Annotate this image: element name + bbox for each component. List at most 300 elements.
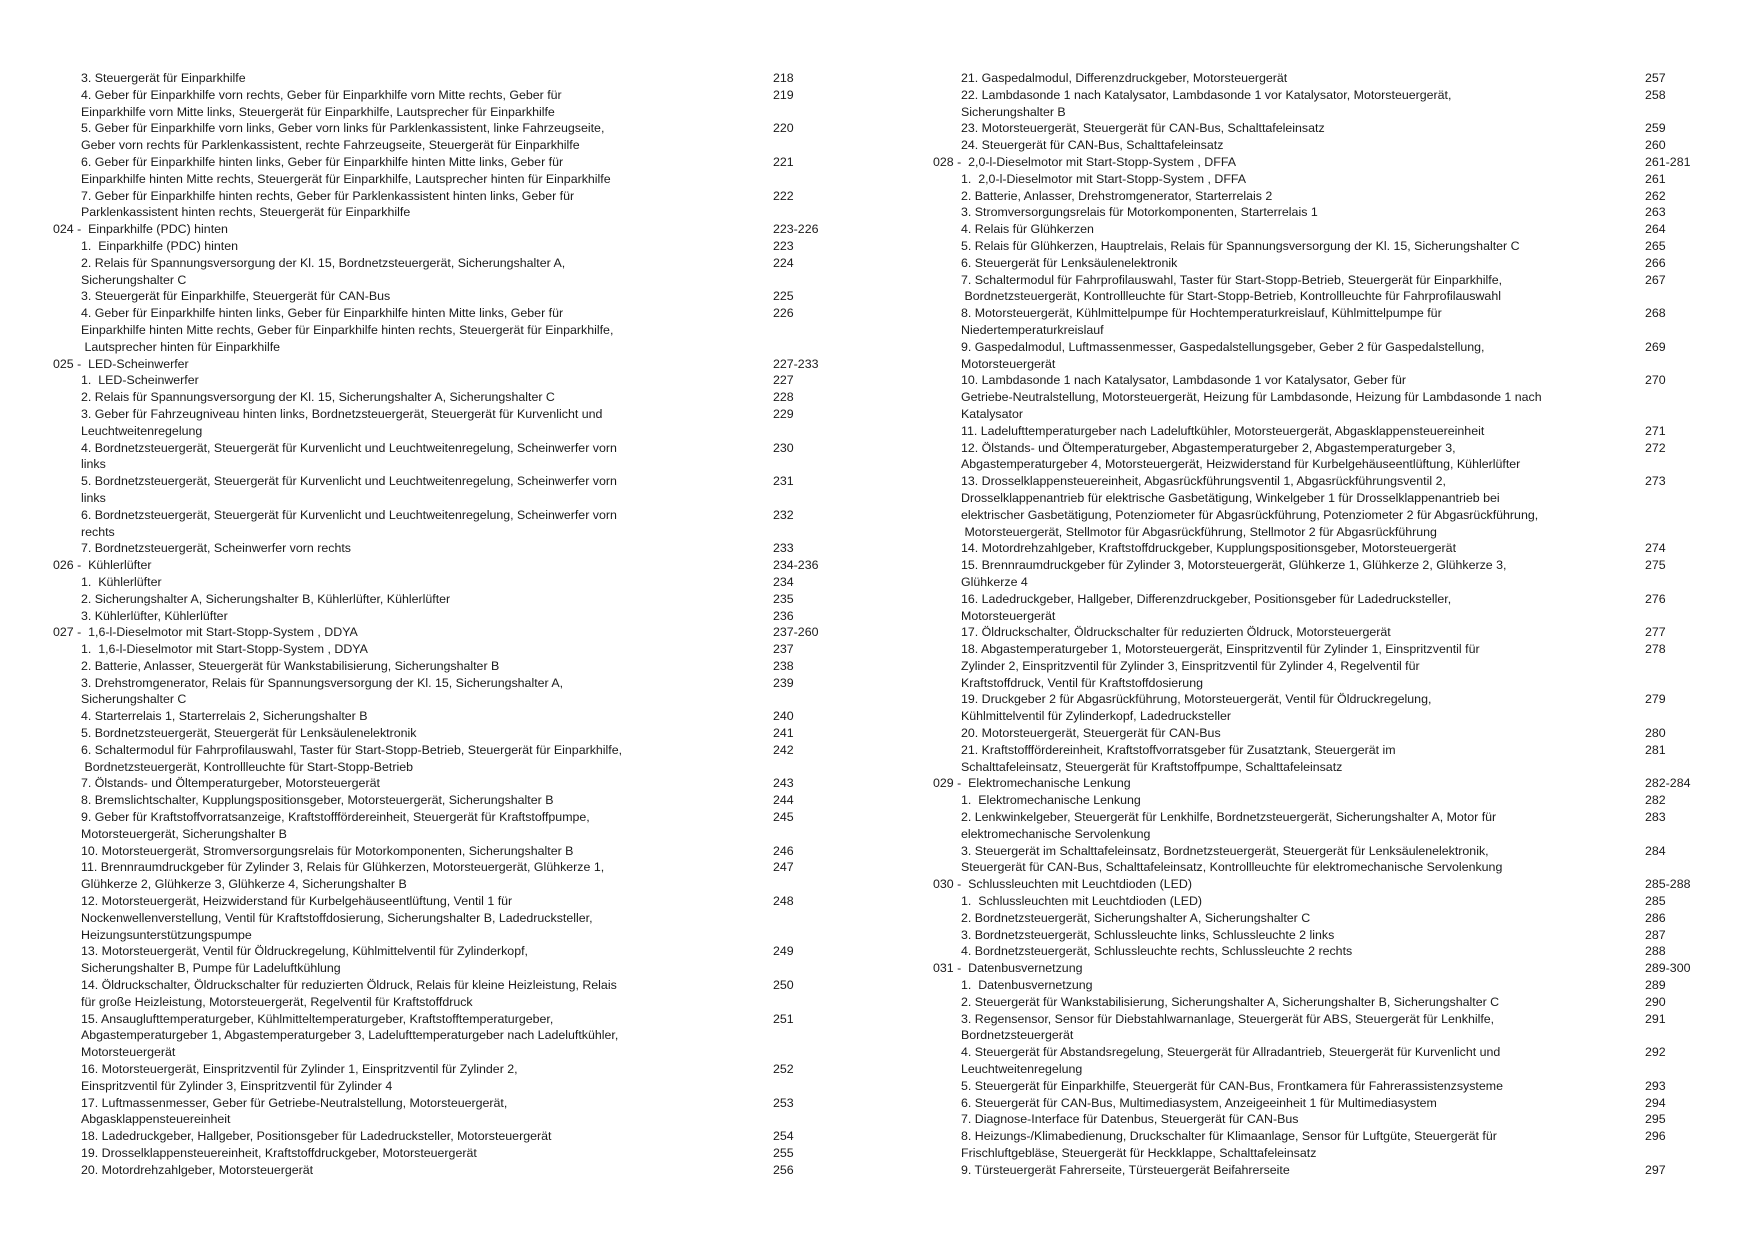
toc-entry-line: Bordnetzsteuergerät, Kontrollleuchte für Start-Stopp-Betrieb — [81, 759, 413, 774]
toc-entry-title — [53, 859, 773, 893]
toc-entry-line: Steuergerät für CAN-Bus, Schalttafeleinsatz, Kontrollleuchte für elektromechanische Servolenkung — [961, 860, 1503, 875]
toc-entry-title — [933, 137, 1645, 154]
toc-page-number: 252 — [773, 1062, 794, 1077]
toc-entry-line: 4. Bordnetzsteuergerät, Steuergerät für Kurvenlicht und Leuchtweitenregelung, Scheinwerfer vorn — [81, 440, 617, 455]
toc-page-number: 268 — [1645, 306, 1666, 321]
toc-entry[interactable] — [933, 910, 1713, 927]
toc-page-number: 292 — [1645, 1045, 1666, 1060]
toc-section-heading[interactable] — [53, 221, 843, 238]
toc-entry[interactable] — [53, 305, 843, 355]
toc-entry-title — [53, 792, 773, 809]
toc-section-heading[interactable] — [933, 154, 1713, 171]
toc-entry-line: 18. Ladedruckgeber, Hallgeber, Positionsgeber für Ladedrucksteller, Motorsteuergerät — [81, 1129, 552, 1144]
toc-entry[interactable] — [53, 540, 843, 557]
toc-entry-line: 2. Steuergerät für Wankstabilisierung, Sicherungshalter A, Sicherungshalter B, Sicherungshalter C — [961, 994, 1500, 1009]
toc-page-number: 229 — [773, 406, 794, 421]
toc-entry-title — [933, 423, 1645, 440]
toc-entry[interactable] — [53, 859, 843, 893]
toc-entry[interactable] — [933, 691, 1713, 725]
toc-entry-line: für große Heizleistung, Motorsteuergerät, Regelventil für Kraftstoffdruck — [81, 994, 473, 1009]
toc-entry-line: 4. Bordnetzsteuergerät, Schlussleuchte rechts, Schlussleuchte 2 rechts — [961, 944, 1353, 959]
toc-entry-title — [53, 188, 773, 222]
toc-page-number: 261-281 — [1645, 154, 1691, 169]
toc-entry[interactable] — [53, 507, 843, 541]
toc-page-number: 227 — [773, 373, 794, 388]
toc-page-number: 282-284 — [1645, 776, 1691, 791]
toc-page-number: 224 — [773, 255, 794, 270]
toc-entry-title — [53, 608, 773, 625]
toc-entry-line: rechts — [81, 524, 115, 539]
toc-entry-line: Lautsprecher hinten für Einparkhilfe — [81, 339, 281, 354]
toc-entry-title — [933, 1095, 1645, 1112]
toc-entry-title — [933, 255, 1645, 272]
toc-entry-line: Sicherungshalter B, Pumpe für Ladeluftkühlung — [81, 961, 341, 976]
toc-entry[interactable] — [933, 1162, 1713, 1179]
toc-entry[interactable] — [53, 389, 843, 406]
toc-entry-line: 17. Öldruckschalter, Öldruckschalter für reduzierten Öldruck, Motorsteuergerät — [961, 625, 1391, 640]
toc-entry[interactable] — [53, 792, 843, 809]
toc-page-number: 262 — [1645, 188, 1666, 203]
toc-entry-title — [933, 927, 1645, 944]
toc-entry-line: links — [81, 457, 106, 472]
toc-page-number: 235 — [773, 591, 794, 606]
toc-page-number: 285-288 — [1645, 877, 1691, 892]
toc-entry-title — [933, 188, 1645, 205]
toc-entry[interactable] — [933, 624, 1713, 641]
toc-entry[interactable] — [933, 742, 1713, 776]
toc-entry[interactable] — [53, 1145, 843, 1162]
toc-page-number: 254 — [773, 1129, 794, 1144]
toc-entry[interactable] — [933, 893, 1713, 910]
toc-column-left — [53, 70, 843, 1179]
toc-entry-title — [933, 843, 1645, 877]
toc-entry-line: 5. Steuergerät für Einparkhilfe, Steuergerät für CAN-Bus, Frontkamera für Fahrerassistenzsysteme — [961, 1078, 1503, 1093]
toc-entry-line: 10. Lambdasonde 1 nach Katalysator, Lambdasonde 1 vor Katalysator, Geber für — [961, 373, 1406, 388]
toc-entry[interactable] — [53, 641, 843, 658]
toc-entry[interactable] — [53, 574, 843, 591]
toc-entry-line: Schalttafeleinsatz, Steuergerät für Kraftstoffpumpe, Schalttafeleinsatz — [961, 759, 1343, 774]
toc-section-heading[interactable] — [933, 876, 1713, 893]
toc-page-number: 243 — [773, 776, 794, 791]
toc-entry[interactable] — [53, 1128, 843, 1145]
toc-entry-line: Bordnetzsteuergerät — [961, 1028, 1074, 1043]
toc-entry[interactable] — [933, 792, 1713, 809]
toc-section-heading[interactable] — [53, 557, 843, 574]
toc-entry-line: 3. Stromversorgungsrelais für Motorkomponenten, Starterrelais 1 — [961, 205, 1318, 220]
toc-entry-line: 4. Geber für Einparkhilfe vorn rechts, Geber für Einparkhilfe vorn Mitte rechts, Geber für — [81, 87, 562, 102]
toc-entry-title — [53, 238, 773, 255]
toc-entry-line: 13. Drosselklappensteuereinheit, Abgasrückführungsventil 1, Abgasrückführungsventil 2, — [961, 474, 1446, 489]
toc-page-number: 266 — [1645, 255, 1666, 270]
toc-entry-line: 24. Steuergerät für CAN-Bus, Schalttafeleinsatz — [961, 138, 1224, 153]
toc-page-number: 297 — [1645, 1162, 1666, 1177]
toc-page-number: 222 — [773, 188, 794, 203]
toc-entry-line: Sicherungshalter C — [81, 692, 187, 707]
toc-entry-line: Glühkerze 2, Glühkerze 3, Glühkerze 4, Sicherungshalter B — [81, 877, 407, 892]
toc-page-number: 223 — [773, 238, 794, 253]
toc-entry[interactable] — [53, 1061, 843, 1095]
toc-entry-line: 6. Steuergerät für Lenksäulenelektronik — [961, 255, 1178, 270]
toc-entry-line: 4. Starterrelais 1, Starterrelais 2, Sicherungshalter B — [81, 709, 368, 724]
toc-entry-line: Sicherungshalter C — [81, 272, 187, 287]
toc-entry-line: 21. Gaspedalmodul, Differenzdruckgeber, Motorsteuergerät — [961, 71, 1288, 85]
toc-page-number: 225 — [773, 289, 794, 304]
toc-page-number: 286 — [1645, 910, 1666, 925]
toc-page-number: 274 — [1645, 541, 1666, 556]
toc-entry[interactable] — [53, 154, 843, 188]
toc-entry-line: 8. Bremslichtschalter, Kupplungspositionsgeber, Motorsteuergerät, Sicherungshalter B — [81, 793, 554, 808]
toc-entry-title — [933, 876, 1645, 893]
toc-page-number: 230 — [773, 440, 794, 455]
toc-entry-line: 3. Geber für Fahrzeugniveau hinten links, Bordnetzsteuergerät, Steuergerät für Kurvenlicht und — [81, 406, 603, 421]
toc-entry-line: 7. Ölstands- und Öltemperaturgeber, Motorsteuergerät — [81, 776, 380, 791]
toc-entry-line: 3. Bordnetzsteuergerät, Schlussleuchte links, Schlussleuchte 2 links — [961, 927, 1335, 942]
toc-entry-line: 8. Motorsteuergerät, Kühlmittelpumpe für Hochtemperaturkreislauf, Kühlmittelpumpe für — [961, 306, 1442, 321]
toc-entry-line: 1. Kühlerlüfter — [81, 574, 162, 589]
toc-page-number: 248 — [773, 894, 794, 909]
toc-entry-line: 7. Bordnetzsteuergerät, Scheinwerfer vorn rechts — [81, 541, 351, 556]
toc-entry[interactable] — [53, 440, 843, 474]
toc-page-number: 263 — [1645, 205, 1666, 220]
toc-entry[interactable] — [53, 87, 843, 121]
toc-page-number: 270 — [1645, 373, 1666, 388]
toc-entry-line: Glühkerze 4 — [961, 574, 1028, 589]
toc-entry[interactable] — [53, 943, 843, 977]
toc-column-right — [933, 70, 1713, 1179]
toc-entry-line: 9. Türsteuergerät Fahrerseite, Türsteuergerät Beifahrerseite — [961, 1162, 1290, 1177]
toc-entry[interactable] — [933, 87, 1713, 121]
toc-page-number: 277 — [1645, 625, 1666, 640]
toc-entry[interactable] — [933, 943, 1713, 960]
toc-entry-title — [53, 305, 773, 355]
toc-entry-line: 027 - 1,6-l-Dieselmotor mit Start-Stopp-System , DDYA — [53, 625, 358, 640]
toc-entry-title — [53, 1095, 773, 1129]
toc-entry-line: 028 - 2,0-l-Dieselmotor mit Start-Stopp-System , DFFA — [933, 154, 1236, 169]
toc-entry-line: 1. 2,0-l-Dieselmotor mit Start-Stopp-System , DFFA — [961, 171, 1247, 186]
toc-entry-line: 18. Abgastemperaturgeber 1, Motorsteuergerät, Einspritzventil für Zylinder 1, Einspritzventil für — [961, 642, 1480, 657]
toc-entry-line: Leuchtweitenregelung — [961, 1062, 1083, 1077]
toc-entry-title — [933, 557, 1645, 591]
toc-entry-line: Einparkhilfe hinten Mitte rechts, Geber für Einparkhilfe hinten rechts, Steuergerät für Einparkhilfe, — [81, 322, 614, 337]
toc-page-number: 226 — [773, 306, 794, 321]
toc-page-number: 267 — [1645, 272, 1666, 287]
toc-entry-title — [933, 1128, 1645, 1162]
toc-entry-title — [933, 994, 1645, 1011]
toc-entry-line: 2. Batterie, Anlasser, Steuergerät für Wankstabilisierung, Sicherungshalter B — [81, 658, 500, 673]
toc-entry-line: 6. Schaltermodul für Fahrprofilauswahl, Taster für Start-Stopp-Betrieb, Steuergerät für Einparkhilfe, — [81, 742, 623, 757]
toc-entry-title — [933, 792, 1645, 809]
toc-entry[interactable] — [53, 809, 843, 843]
toc-entry[interactable] — [933, 221, 1713, 238]
toc-page-number: 228 — [773, 390, 794, 405]
toc-entry-title — [53, 742, 773, 776]
toc-entry-line: 5. Relais für Glühkerzen, Hauptrelais, Relais für Spannungsversorgung der Kl. 15, Sicherungshalter C — [961, 238, 1520, 253]
toc-entry[interactable] — [53, 255, 843, 289]
toc-entry[interactable] — [933, 994, 1713, 1011]
toc-entry-line: Motorsteuergerät, Stellmotor für Abgasrückführung, Stellmotor 2 für Abgasrückführung — [961, 524, 1437, 539]
toc-entry-line: 11. Ladelufttemperaturgeber nach Ladeluftkühler, Motorsteuergerät, Abgasklappensteuereinheit — [961, 423, 1485, 438]
toc-entry[interactable] — [933, 423, 1713, 440]
toc-section-heading[interactable] — [53, 356, 843, 373]
toc-entry[interactable] — [933, 927, 1713, 944]
toc-entry-title — [933, 742, 1645, 776]
toc-page-number: 282 — [1645, 793, 1666, 808]
toc-page-number: 232 — [773, 507, 794, 522]
toc-entry-line: 12. Ölstands- und Öltemperaturgeber, Abgastemperaturgeber 2, Abgastemperaturgeber 3, — [961, 440, 1456, 455]
toc-entry[interactable] — [53, 288, 843, 305]
toc-entry[interactable] — [53, 775, 843, 792]
toc-entry-title — [933, 272, 1645, 306]
toc-entry-title — [53, 473, 773, 507]
toc-entry[interactable] — [933, 120, 1713, 137]
toc-entry-title — [53, 120, 773, 154]
toc-page-number: 258 — [1645, 87, 1666, 102]
toc-entry[interactable] — [53, 372, 843, 389]
toc-entry-line: 1. 1,6-l-Dieselmotor mit Start-Stopp-System , DDYA — [81, 642, 368, 657]
toc-entry-line: 20. Motordrehzahlgeber, Motorsteuergerät — [81, 1162, 314, 1177]
toc-entry[interactable] — [53, 406, 843, 440]
toc-entry-title — [933, 624, 1645, 641]
toc-entry-title — [53, 725, 773, 742]
toc-entry[interactable] — [933, 171, 1713, 188]
toc-entry-title — [53, 893, 773, 943]
toc-page-number: 231 — [773, 474, 794, 489]
toc-entry-line: 2. Sicherungshalter A, Sicherungshalter B, Kühlerlüfter, Kühlerlüfter — [81, 591, 451, 606]
toc-entry-title — [933, 591, 1645, 625]
toc-entry[interactable] — [53, 708, 843, 725]
toc-entry[interactable] — [933, 137, 1713, 154]
toc-entry-line: Zylinder 2, Einspritzventil für Zylinder 3, Einspritzventil für Zylinder 4, Regelventil für — [961, 658, 1420, 673]
toc-entry-line: 14. Motordrehzahlgeber, Kraftstoffdruckgeber, Kupplungspositionsgeber, Motorsteuergerät — [961, 541, 1457, 556]
toc-entry-line: 2. Batterie, Anlasser, Drehstromgenerator, Starterrelais 2 — [961, 188, 1273, 203]
toc-page-number: 251 — [773, 1011, 794, 1026]
toc-entry-title — [933, 372, 1645, 422]
toc-entry-title — [933, 960, 1645, 977]
toc-page-number: 242 — [773, 742, 794, 757]
toc-entry-title — [53, 507, 773, 541]
toc-entry-title — [53, 255, 773, 289]
toc-entry-line: 6. Steuergerät für CAN-Bus, Multimediasystem, Anzeigeeinheit 1 für Multimediasystem — [961, 1095, 1437, 1110]
toc-entry-line: 3. Regensensor, Sensor für Diebstahlwarnanlage, Steuergerät für ABS, Steuergerät für Lenkhilfe, — [961, 1011, 1495, 1026]
toc-page-number: 261 — [1645, 171, 1666, 186]
toc-entry[interactable] — [53, 658, 843, 675]
toc-entry[interactable] — [53, 188, 843, 222]
toc-entry-title — [53, 406, 773, 440]
toc-entry-line: 030 - Schlussleuchten mit Leuchtdioden (LED) — [933, 877, 1192, 892]
toc-entry-line: Kühlmittelventil für Zylinderkopf, Ladedrucksteller — [961, 709, 1231, 724]
toc-entry-line: 2. Relais für Spannungsversorgung der Kl. 15, Sicherungshalter A, Sicherungshalter C — [81, 390, 555, 405]
toc-entry-title — [53, 540, 773, 557]
toc-entry-line: 16. Ladedruckgeber, Hallgeber, Differenzdruckgeber, Positionsgeber für Ladedrucksteller, — [961, 591, 1452, 606]
toc-entry-line: 026 - Kühlerlüfter — [53, 558, 152, 573]
toc-section-heading[interactable] — [933, 775, 1713, 792]
toc-entry-title — [53, 221, 773, 238]
toc-entry[interactable] — [933, 1044, 1713, 1078]
toc-page-number: 259 — [1645, 121, 1666, 136]
toc-entry[interactable] — [933, 339, 1713, 373]
toc-entry-line: 025 - LED-Scheinwerfer — [53, 356, 189, 371]
toc-entry[interactable] — [933, 725, 1713, 742]
toc-page-number: 279 — [1645, 692, 1666, 707]
toc-entry[interactable] — [933, 591, 1713, 625]
toc-page-number: 236 — [773, 608, 794, 623]
toc-entry-line: Abgastemperaturgeber 1, Abgastemperaturgeber 3, Ladelufttemperaturgeber nach Ladeluftkühler, — [81, 1028, 619, 1043]
toc-entry[interactable] — [933, 255, 1713, 272]
toc-page-number: 234-236 — [773, 558, 819, 573]
toc-page-number: 271 — [1645, 423, 1666, 438]
toc-entry-line: 4. Steuergerät für Abstandsregelung, Steuergerät für Allradantrieb, Steuergerät für Kurvenlicht und — [961, 1045, 1501, 1060]
toc-page-number: 223-226 — [773, 222, 819, 237]
toc-entry[interactable] — [53, 1162, 843, 1179]
toc-page-number: 287 — [1645, 927, 1666, 942]
toc-entry-title — [933, 70, 1645, 87]
toc-entry[interactable] — [933, 843, 1713, 877]
toc-entry[interactable] — [53, 473, 843, 507]
toc-entry-title — [933, 725, 1645, 742]
toc-entry-title — [53, 809, 773, 843]
toc-entry[interactable] — [933, 1011, 1713, 1045]
toc-entry[interactable] — [933, 540, 1713, 557]
toc-page-number: 257 — [1645, 71, 1666, 85]
toc-entry[interactable] — [933, 1128, 1713, 1162]
toc-entry-line: Motorsteuergerät — [81, 1045, 176, 1060]
toc-entry-line: Abgastemperaturgeber 4, Motorsteuergerät, Heizwiderstand für Kurbelgehäuseentlüftung, Kühlerlüfter — [961, 457, 1521, 472]
toc-entry-title — [53, 70, 773, 87]
toc-page-number: 241 — [773, 726, 794, 741]
toc-entry-title — [933, 440, 1645, 474]
toc-entry[interactable] — [933, 473, 1713, 540]
toc-entry-line: 11. Brennraumdruckgeber für Zylinder 3, Relais für Glühkerzen, Motorsteuergerät, Glühkerze 1, — [81, 860, 605, 875]
toc-page-number: 221 — [773, 154, 794, 169]
toc-entry-title — [933, 171, 1645, 188]
toc-entry[interactable] — [53, 608, 843, 625]
toc-entry-line: Niedertemperaturkreislauf — [961, 322, 1104, 337]
toc-entry-line: 2. Relais für Spannungsversorgung der Kl. 15, Bordnetzsteuergerät, Sicherungshalter A, — [81, 255, 566, 270]
toc-page-number: 265 — [1645, 238, 1666, 253]
toc-entry-title — [53, 624, 773, 641]
toc-entry[interactable] — [53, 1095, 843, 1129]
toc-entry[interactable] — [933, 188, 1713, 205]
toc-entry[interactable] — [933, 1078, 1713, 1095]
toc-entry-title — [933, 540, 1645, 557]
toc-entry[interactable] — [933, 204, 1713, 221]
toc-entry-title — [933, 691, 1645, 725]
toc-page-number: 289 — [1645, 978, 1666, 993]
toc-entry-line: 3. Steuergerät für Einparkhilfe, Steuergerät für CAN-Bus — [81, 289, 391, 304]
toc-page-number: 256 — [773, 1162, 794, 1177]
toc-page-number: 247 — [773, 860, 794, 875]
toc-entry[interactable] — [53, 1011, 843, 1061]
toc-page-number: 290 — [1645, 994, 1666, 1009]
toc-section-heading[interactable] — [53, 624, 843, 641]
toc-entry-title — [933, 204, 1645, 221]
toc-entry[interactable] — [933, 557, 1713, 591]
toc-entry[interactable] — [933, 1111, 1713, 1128]
toc-entry-title — [53, 574, 773, 591]
toc-page-number: 291 — [1645, 1011, 1666, 1026]
toc-entry-line: Motorsteuergerät, Sicherungshalter B — [81, 826, 287, 841]
toc-entry[interactable] — [933, 641, 1713, 691]
toc-entry[interactable] — [53, 120, 843, 154]
toc-page-number: 246 — [773, 843, 794, 858]
toc-entry-line: 6. Geber für Einparkhilfe hinten links, Geber für Einparkhilfe hinten Mitte links, Geber für — [81, 154, 564, 169]
toc-entry-line: 1. Einparkhilfe (PDC) hinten — [81, 238, 239, 253]
toc-entry-title — [933, 1162, 1645, 1179]
toc-page-number: 295 — [1645, 1112, 1666, 1127]
toc-entry-title — [53, 1061, 773, 1095]
toc-entry[interactable] — [933, 238, 1713, 255]
toc-entry-line: Nockenwellenverstellung, Ventil für Kraftstoffdosierung, Sicherungshalter B, Ladedrucksteller, — [81, 910, 593, 925]
toc-page-number: 239 — [773, 675, 794, 690]
toc-entry[interactable] — [933, 272, 1713, 306]
toc-entry-line: 1. Elektromechanische Lenkung — [961, 793, 1141, 808]
toc-entry-line: Getriebe-Neutralstellung, Motorsteuergerät, Heizung für Lambdasonde, Heizung für Lambdasonde 1 nach — [961, 390, 1542, 405]
toc-entry-line: Einparkhilfe vorn Mitte links, Steuergerät für Einparkhilfe, Lautsprecher für Einparkhilfe — [81, 104, 555, 119]
toc-entry-line: Geber vorn rechts für Parklenkassistent, rechte Fahrzeugseite, Steuergerät für Einparkhilfe — [81, 138, 580, 153]
toc-entry-line: Frischluftgebläse, Steuergerät für Heckklappe, Schalttafeleinsatz — [961, 1146, 1317, 1160]
toc-entry[interactable] — [53, 725, 843, 742]
toc-entry-title — [53, 675, 773, 709]
toc-page-number: 285 — [1645, 894, 1666, 909]
toc-entry-title — [933, 339, 1645, 373]
toc-page-number: 273 — [1645, 474, 1666, 489]
toc-entry[interactable] — [53, 675, 843, 709]
toc-page-number: 264 — [1645, 222, 1666, 237]
toc-page-number: 275 — [1645, 558, 1666, 573]
toc-entry-line: 6. Bordnetzsteuergerät, Steuergerät für Kurvenlicht und Leuchtweitenregelung, Scheinwerfer vorn — [81, 507, 617, 522]
toc-entry[interactable] — [53, 977, 843, 1011]
toc-entry-line: 4. Relais für Glühkerzen — [961, 222, 1094, 237]
toc-entry-line: 1. LED-Scheinwerfer — [81, 373, 199, 388]
toc-entry-title — [53, 591, 773, 608]
toc-entry[interactable] — [53, 591, 843, 608]
toc-entry-line: Kraftstoffdruck, Ventil für Kraftstoffdosierung — [961, 675, 1203, 690]
toc-entry-line: elektromechanische Servolenkung — [961, 826, 1151, 841]
toc-entry-line: 21. Kraftstofffördereinheit, Kraftstoffvorratsgeber für Zusatztank, Steuergerät im — [961, 742, 1396, 757]
toc-entry[interactable] — [53, 742, 843, 776]
toc-entry-line: 3. Kühlerlüfter, Kühlerlüfter — [81, 608, 228, 623]
toc-entry-line: 13. Motorsteuergerät, Ventil für Öldruckregelung, Kühlmittelventil für Zylinderkopf, — [81, 944, 528, 959]
toc-entry[interactable] — [933, 977, 1713, 994]
toc-page-number: 293 — [1645, 1078, 1666, 1093]
toc-entry[interactable] — [933, 1095, 1713, 1112]
toc-entry[interactable] — [933, 305, 1713, 339]
toc-entry-line: 1. Schlussleuchten mit Leuchtdioden (LED) — [961, 894, 1203, 909]
toc-entry[interactable] — [933, 809, 1713, 843]
toc-page-number: 280 — [1645, 726, 1666, 741]
toc-entry-title — [53, 977, 773, 1011]
toc-entry-title — [53, 775, 773, 792]
toc-page-number: 281 — [1645, 742, 1666, 757]
toc-entry[interactable] — [933, 70, 1713, 87]
toc-page-number: 249 — [773, 944, 794, 959]
toc-entry-line: 19. Drosselklappensteuereinheit, Kraftstoffdruckgeber, Motorsteuergerät — [81, 1146, 477, 1160]
toc-entry-title — [933, 910, 1645, 927]
toc-page-number: 244 — [773, 793, 794, 808]
toc-entry-line: Bordnetzsteuergerät, Kontrollleuchte für Start-Stopp-Betrieb, Kontrollleuchte für Fahrprofilauswahl — [961, 289, 1501, 304]
toc-entry-line: Motorsteuergerät — [961, 356, 1056, 371]
toc-section-heading[interactable] — [933, 960, 1713, 977]
toc-page-number: 234 — [773, 574, 794, 589]
toc-entry[interactable] — [53, 893, 843, 943]
toc-entry[interactable] — [53, 238, 843, 255]
toc-entry[interactable] — [53, 70, 843, 87]
toc-entry-line: 8. Heizungs-/Klimabedienung, Druckschalter für Klimaanlage, Sensor für Luftgüte, Steuergerät für — [961, 1129, 1497, 1144]
toc-entry-title — [933, 305, 1645, 339]
toc-entry[interactable] — [933, 440, 1713, 474]
toc-entry[interactable] — [53, 843, 843, 860]
toc-entry[interactable] — [933, 372, 1713, 422]
